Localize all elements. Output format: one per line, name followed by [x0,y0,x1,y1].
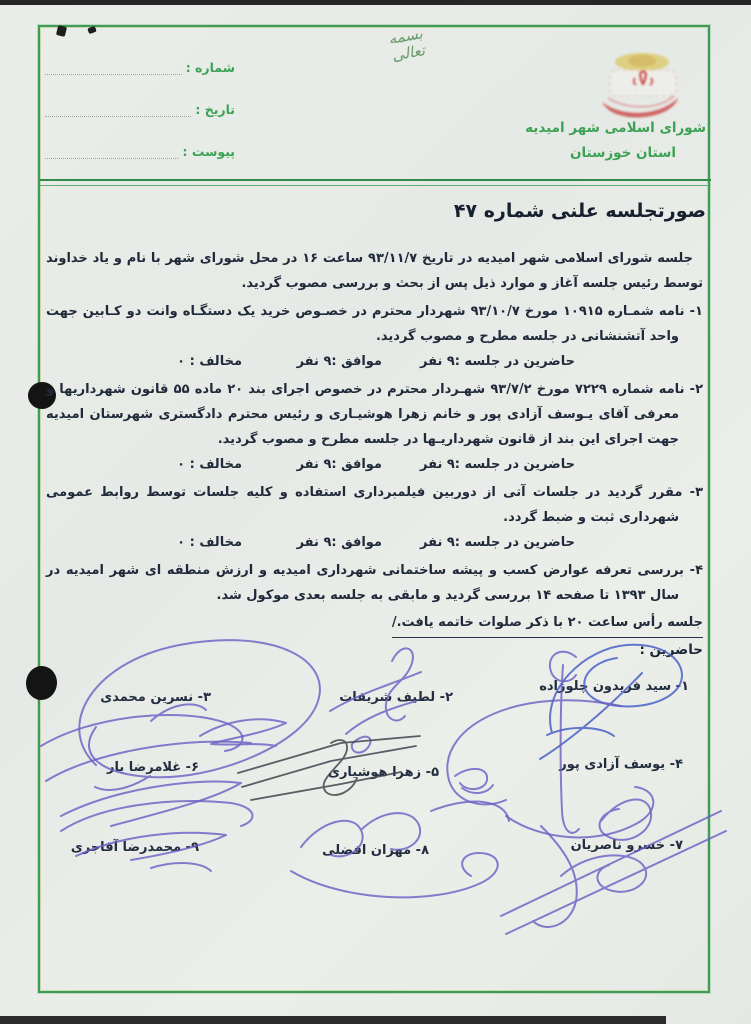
item-3-text: مقرر گردید در جلسات آتی از دوربین فیلمبرداری استفاده و کلیه جلسات توسط روابط عمومی شهرداری ثبت و ضبط گردد. [46,485,683,525]
attendee-name-7: ۷- خسرو ناصریان [570,838,683,853]
document-title: صورتجلسه علنی شماره ۴۷ [453,200,706,222]
field-date-dotted-line [45,102,191,117]
attendance-count: حاضرین در جلسه :۹ نفر [420,457,575,472]
attendance-count: حاضرین در جلسه :۹ نفر [420,535,575,550]
iran-emblem-logo-icon [588,48,692,126]
scanner-edge-top [0,0,751,5]
field-date [45,102,235,117]
header-divider-line [40,179,711,186]
letterhead-fields [45,60,235,186]
item-4-number: ۴- [689,563,703,578]
agenda-item-3 [46,480,703,530]
vote-line-1 [46,349,703,374]
field-number-dotted-line [45,60,182,75]
field-attachment-dotted-line [45,144,178,159]
item-1-text: نامه شمـاره ۱۰۹۱۵ مورخ ۹۳/۱۰/۷ شهردار محترم در خصـوص خرید یک دستگـاه وانت دو کـابین جهت واحد آتشنشانی در جلسه مطرح و مصوب گردید. [46,304,685,344]
item-4-text: بررسی تعرفه عوارض کسب و پیشه ساختمانی شهرداری امیدیه و ارزش منطقه ای شهر امیدیه در سال ۱۳۹۳ تا صفحه ۱۴ بررسی گردید و مابقی به جلسه بعدی موکول شد. [46,563,684,603]
vote-line-2 [46,452,703,477]
closing-statement: جلسه رأس ساعت ۲۰ با ذکر صلوات خاتمه یافت./ [392,610,703,638]
minutes-body [46,246,703,638]
agree-count: موافق :۹ نفر [296,457,382,472]
attendee-name-6: ۶- غلامرضا یار [107,760,199,775]
intro-paragraph: جلسه شورای اسلامی شهر امیدیه در تاریخ ۹۳/۱۱/۷ ساعت ۱۶ در محل شورای شهر با نام و یاد خداوند توسط رئیس جلسه آغاز و موارد ذیل پس از بحث و بررسی مصوب گردید. [46,251,703,291]
field-number [45,60,235,75]
item-1-number: ۱- [689,304,703,319]
attendee-name-5: ۵- زهرا هوشیاری [328,765,439,780]
item-3-number: ۳- [689,485,703,500]
attendee-name-4: ۴- یوسف آزادی پور [559,757,683,772]
attendee-name-8: ۸- مهران افضلی [322,843,429,858]
province-name: استان خوزستان [569,145,677,161]
field-attachment-label: پیوست : [182,144,235,159]
attendee-name-3: ۳- نسرین محمدی [100,690,211,705]
agree-count: موافق :۹ نفر [296,535,382,550]
besmellah-calligraphy: بسمه تعالی [386,24,427,65]
council-name: شورای اسلامی شهر امیدیه [525,120,706,136]
vote-line-3 [46,530,703,555]
organization-name-block [525,120,706,161]
item-2-number: ۲- [689,382,704,397]
field-number-label: شماره : [185,60,235,75]
attendee-name-9: ۹- محمدرضا آقاجری [70,840,199,855]
field-attachment [45,144,235,159]
attendance-count: حاضرین در جلسه :۹ نفر [420,354,575,369]
against-count: مخالف : ۰ [177,354,242,369]
item-2-text: نامه شماره ۷۲۲۹ مورخ ۹۳/۷/۲ شهـردار محترم در خصوص اجرای بند ۲۰ ماده ۵۵ قانون شهرداریها و معرفی آقای یـوسف آزادی پور و خانم زهرا هوشیـاری و رئیس محترم دادگستری شهرستان امیدیه جهت اجرای این بند از قانون شهرداریـها در جلسه مطرح و مصوب گردید. [46,382,685,447]
attendee-name-1: ۱- سید فریدون چلوزاده [539,679,689,694]
against-count: مخالف : ۰ [177,535,242,550]
agenda-item-4 [46,558,703,608]
agree-count: موافق :۹ نفر [296,354,382,369]
against-count: مخالف : ۰ [177,457,242,472]
agenda-item-1 [46,299,703,349]
field-date-label: تاریخ : [195,102,235,117]
attendees-heading: حاضرین : [639,642,703,658]
attendee-name-2: ۲- لطیف شریفات [339,690,453,705]
scanner-edge-bottom [0,1016,666,1024]
agenda-item-2 [46,377,703,452]
